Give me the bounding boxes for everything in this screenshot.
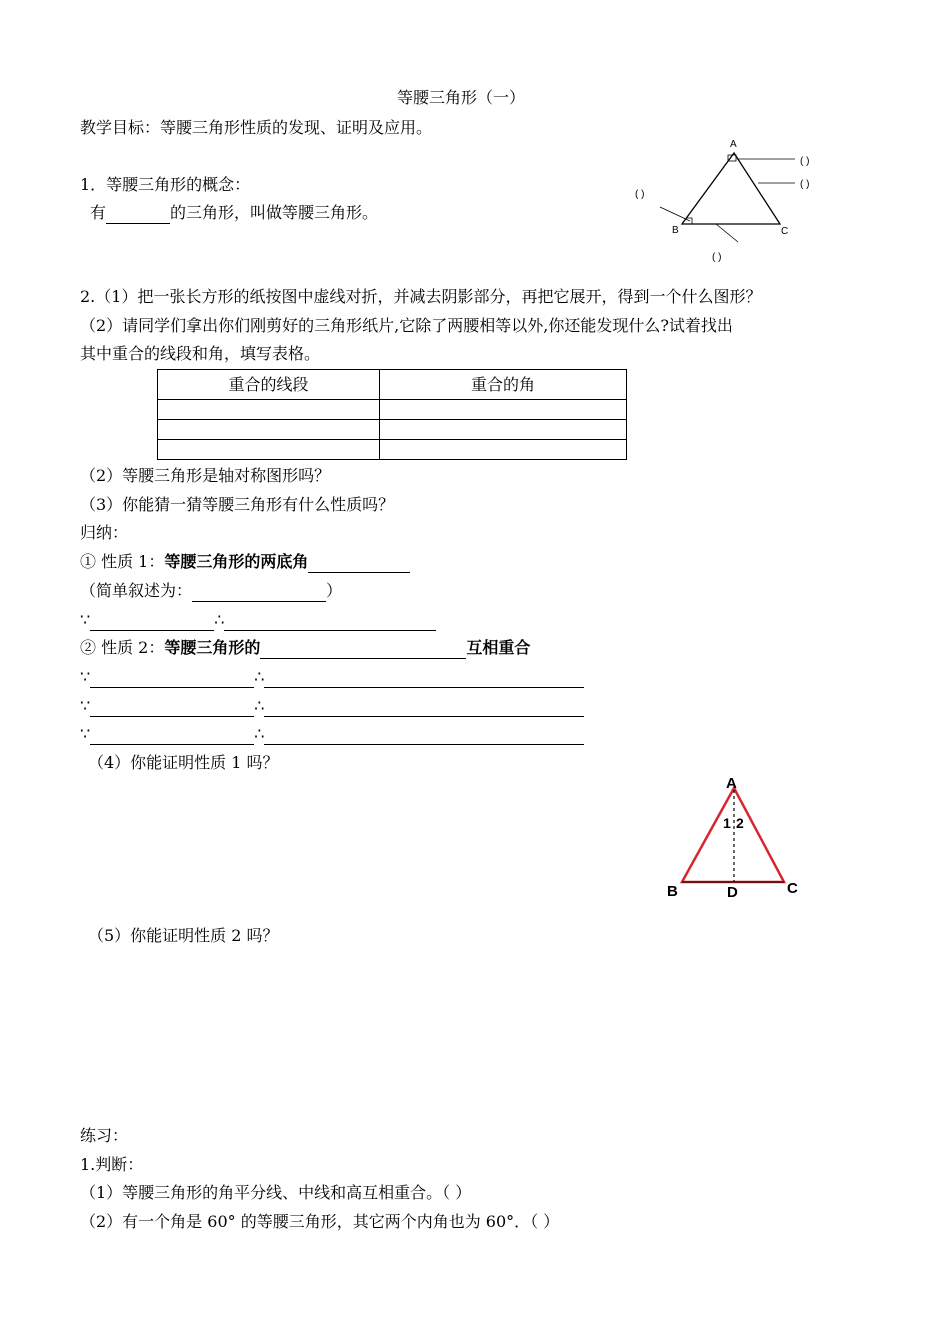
definition-blank[interactable] <box>106 205 170 224</box>
because-symbol: ∵ <box>80 724 91 743</box>
therefore-blank[interactable] <box>264 726 584 745</box>
therefore-blank[interactable] <box>264 698 584 717</box>
property-2-reasoning-3 <box>80 723 584 745</box>
angle-label-1: 1 <box>723 815 731 831</box>
table-cell[interactable] <box>380 400 627 420</box>
vertex-label-c: C <box>781 226 789 237</box>
table-cell[interactable] <box>380 440 627 460</box>
judge-heading: 1.判断： <box>80 1155 144 1174</box>
question-prove-property-1: （4）你能证明性质 1 吗？ <box>88 753 279 772</box>
property-1-prefix: ① 性质 1： <box>80 552 165 571</box>
table-cell[interactable] <box>380 420 627 440</box>
practice-heading: 练习： <box>80 1126 129 1145</box>
because-blank[interactable] <box>90 669 254 688</box>
paren-side: ( ) <box>800 179 810 190</box>
point-label-d: D <box>727 884 738 901</box>
brief-open: （简单叙述为： <box>80 581 193 600</box>
property-1-reasoning <box>80 609 436 631</box>
table-cell[interactable] <box>158 420 380 440</box>
base-angle-mark <box>686 218 692 224</box>
property-2-prefix: ② 性质 2： <box>80 638 165 657</box>
teaching-objective: 教学目标：等腰三角形性质的发现、证明及应用。 <box>80 118 433 137</box>
therefore-symbol: ∴ <box>254 667 265 686</box>
question-guess-property: （3）你能猜一猜等腰三角形有什么性质吗？ <box>80 495 395 514</box>
triangle-parts-diagram <box>630 135 860 270</box>
property-1 <box>80 551 410 573</box>
overlap-table <box>157 369 627 460</box>
property-1-brief <box>80 580 342 602</box>
paren-apex-angle: ( ) <box>800 156 810 167</box>
because-blank[interactable] <box>90 726 254 745</box>
question-2-1: 2.（1）把一张长方形的纸按图中虚线对折，并减去阴影部分，再把它展开，得到一个什么图形？ <box>80 287 762 306</box>
table-row <box>158 420 627 440</box>
therefore-blank[interactable] <box>224 612 436 631</box>
table-row <box>158 400 627 420</box>
summary-heading: 归纳： <box>80 523 129 542</box>
practice-item-2: （2）有一个角是 60° 的等腰三角形，其它两个内角也为 60°．（ ） <box>80 1212 560 1231</box>
definition-suffix: 的三角形，叫做等腰三角形。 <box>170 203 379 222</box>
question-axis-symmetry: （2）等腰三角形是轴对称图形吗？ <box>80 466 331 485</box>
table-row <box>158 440 627 460</box>
paren-base: ( ) <box>712 252 722 263</box>
definition-line <box>90 202 378 224</box>
vertex-label-b: B <box>667 883 678 900</box>
therefore-symbol: ∴ <box>254 724 265 743</box>
brief-blank[interactable] <box>192 583 326 602</box>
property-1-text: 等腰三角形的两底角 <box>164 552 309 571</box>
therefore-symbol: ∴ <box>214 610 225 629</box>
paren-base-angle: ( ) <box>635 189 645 200</box>
definition-prefix: 有 <box>90 203 107 222</box>
red-triangle <box>682 788 784 882</box>
property-1-blank[interactable] <box>308 554 410 573</box>
page-title: 等腰三角形（一） <box>397 88 526 107</box>
property-2-reasoning-2 <box>80 695 584 717</box>
question-prove-property-2: （5）你能证明性质 2 吗？ <box>88 926 279 945</box>
because-symbol: ∵ <box>80 696 91 715</box>
table-cell[interactable] <box>158 440 380 460</box>
brief-close: ） <box>326 581 343 600</box>
property-2-blank[interactable] <box>260 640 466 659</box>
therefore-symbol: ∴ <box>254 696 265 715</box>
question-2-2-line1: （2）请同学们拿出你们刚剪好的三角形纸片,它除了两腰相等以外,你还能发现什么?试着找出 <box>80 316 733 335</box>
vertex-label-a: A <box>726 775 737 792</box>
angle-label-2: 2 <box>736 815 744 831</box>
pointer-line-base <box>716 224 738 242</box>
because-symbol: ∵ <box>80 667 91 686</box>
because-blank[interactable] <box>90 698 254 717</box>
therefore-blank[interactable] <box>264 669 584 688</box>
practice-item-1: （1）等腰三角形的角平分线、中线和高互相重合。（ ） <box>80 1183 472 1202</box>
property-2-end: 互相重合 <box>466 638 531 657</box>
because-symbol: ∵ <box>80 610 91 629</box>
proof-triangle-diagram <box>660 770 810 905</box>
vertex-label-a: A <box>730 139 737 150</box>
table-header-segments: 重合的线段 <box>158 370 380 400</box>
table-cell[interactable] <box>158 400 380 420</box>
vertex-label-b: B <box>672 225 679 236</box>
property-2-reasoning-1 <box>80 666 584 688</box>
vertex-label-c: C <box>787 880 798 897</box>
section1-heading: 1．等腰三角形的概念： <box>80 175 251 194</box>
property-2 <box>80 637 530 659</box>
pointer-line-base-angle <box>660 207 690 221</box>
triangle-abc <box>682 153 780 224</box>
table-header-angles: 重合的角 <box>380 370 627 400</box>
property-2-text: 等腰三角形的 <box>164 638 261 657</box>
because-blank[interactable] <box>90 612 214 631</box>
question-2-2-line2: 其中重合的线段和角，填写表格。 <box>80 344 321 363</box>
